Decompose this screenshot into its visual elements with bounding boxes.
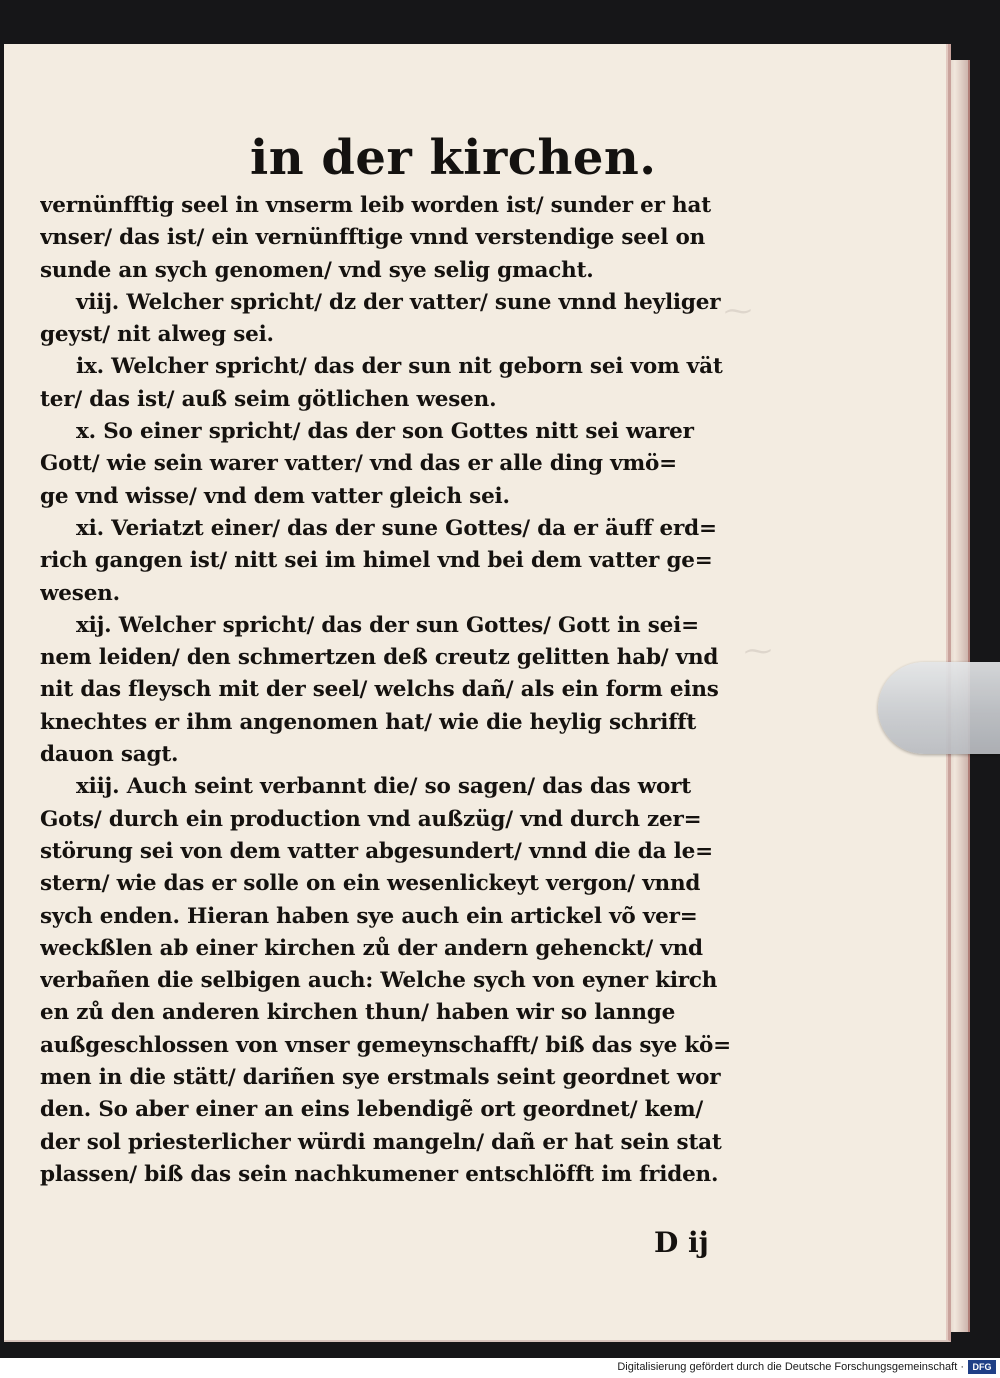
text-line: sunde an sych genomen/ vnd sye selig gmacht. — [40, 257, 594, 283]
text-line: en zů den anderen kirchen thun/ haben wir so lannge — [40, 1000, 676, 1026]
text-line: verbañen die selbigen auch: Welche sych von eyner kirch — [40, 968, 718, 994]
text-line: vnser/ das ist/ ein vernünfftige vnnd verstendige seel on — [40, 225, 706, 251]
text-line: der sol priesterlicher würdi mangeln/ dañ er hat sein stat — [40, 1129, 722, 1155]
text-line: xij. Welcher spricht/ das der sun Gottes/ Gott in sei= — [76, 612, 699, 638]
text-line: geyst/ nit alweg sei. — [40, 322, 274, 348]
text-line: weckßlen ab einer kirchen zů der andern gehenckt/ vnd — [40, 935, 703, 961]
text-line: sych enden. Hieran haben sye auch ein artickel võ ver= — [40, 903, 698, 929]
funding-notice: Digitalisierung gefördert durch die Deutsche Forschungsgemeinschaft · — [617, 1361, 964, 1373]
text-line: plassen/ biß das sein nachkumener entschlöfft im friden. — [40, 1161, 719, 1187]
text-line: vernünfftig seel in vnserm leib worden ist/ sunder er hat — [40, 193, 711, 218]
text-line: viij. Welcher spricht/ dz der vatter/ sune vnnd heyliger — [76, 289, 721, 315]
bleed-through: ⁓ — [724, 294, 752, 327]
text-line: dauon sagt. — [40, 742, 179, 768]
text-line: außgeschlossen von vnser gemeynschafft/ biß das sye kö= — [40, 1032, 731, 1058]
text-line: knechtes er ihm angenomen hat/ wie die heylig schrifft — [40, 709, 697, 735]
text-line: Gott/ wie sein warer vatter/ vnd das er alle ding vmö= — [40, 451, 677, 477]
footer-bar — [0, 1358, 1000, 1378]
bleed-through: ⁓ — [744, 634, 772, 667]
text-line: x. So einer spricht/ das der son Gottes nitt sei warer — [76, 419, 694, 445]
text-line: ix. Welcher spricht/ das der sun nit geborn sei vom vät — [76, 354, 723, 380]
text-line: störung sei von dem vatter abgesundert/ vnnd die da le= — [40, 838, 713, 864]
text-line: xi. Veriatzt einer/ das der sune Gottes/ da er äuff erd= — [76, 515, 717, 541]
text-line: nit das fleysch mit der seel/ welchs dañ/ als ein form eins — [40, 677, 719, 703]
text-line: Gots/ durch ein production vnd außzüg/ vnd durch zer= — [40, 806, 702, 832]
dfg-logo: DFG — [968, 1360, 996, 1374]
text-line: xiij. Auch seint verbannt die/ so sagen/ das das wort — [76, 774, 692, 800]
text-line: nem leiden/ den schmertzen deß creutz gelitten hab/ vnd — [40, 645, 719, 671]
page-clip — [878, 662, 1000, 754]
body-text — [40, 190, 780, 1191]
text-line: ter/ das ist/ auß seim götlichen wesen. — [40, 386, 497, 412]
text-line: den. So aber einer an eins lebendigẽ ort geordnet/ kem/ — [40, 1097, 704, 1123]
text-line: stern/ wie das er solle on ein wesenlickeyt vergon/ vnnd — [40, 871, 701, 897]
text-line: men in die stätt/ dariñen sye erstmals seint geordnet wor — [40, 1065, 721, 1091]
signature-mark: D ij — [654, 1226, 709, 1259]
text-line: ge vnd wisse/ vnd dem vatter gleich sei. — [40, 483, 510, 509]
text-line: rich gangen ist/ nitt sei im himel vnd bei dem vatter ge= — [40, 548, 713, 574]
text-line: wesen. — [40, 580, 120, 606]
running-header: in der kirchen. — [250, 130, 657, 186]
